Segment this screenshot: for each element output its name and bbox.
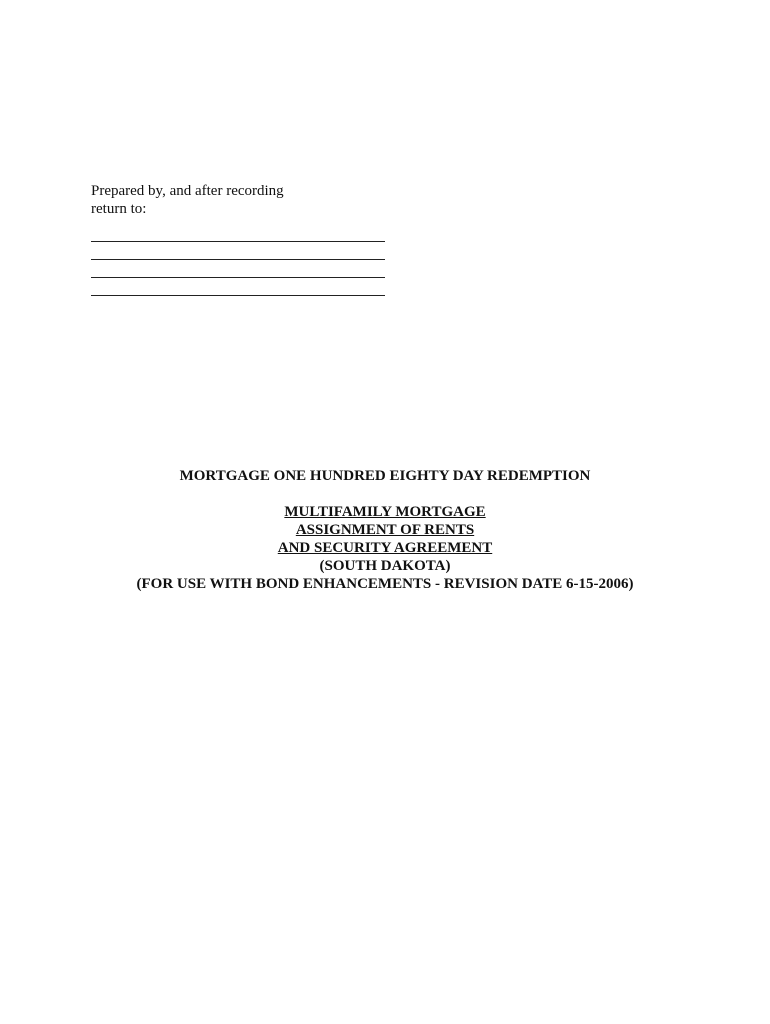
subtitle-state: (SOUTH DAKOTA) <box>319 558 451 574</box>
return-address-line-4 <box>91 278 385 296</box>
return-address-lines <box>91 224 391 296</box>
return-address-line-2 <box>91 242 385 260</box>
prepared-by-block <box>91 182 391 296</box>
prepared-by-label: Prepared by, and after recording <box>91 183 284 199</box>
return-to-label: return to: <box>91 201 147 217</box>
document-title: MORTGAGE ONE HUNDRED EIGHTY DAY REDEMPTION <box>179 468 591 484</box>
subtitle-multifamily-mortgage: MULTIFAMILY MORTGAGE <box>284 504 486 520</box>
return-address-line-3 <box>91 260 385 278</box>
subtitle-revision-note: (FOR USE WITH BOND ENHANCEMENTS - REVISION DATE 6-15-2006) <box>136 576 634 592</box>
title-block <box>0 467 770 593</box>
subtitle-security-agreement: AND SECURITY AGREEMENT <box>277 540 493 556</box>
subtitle-assignment-of-rents: ASSIGNMENT OF RENTS <box>295 522 475 538</box>
return-address-line-1 <box>91 224 385 242</box>
